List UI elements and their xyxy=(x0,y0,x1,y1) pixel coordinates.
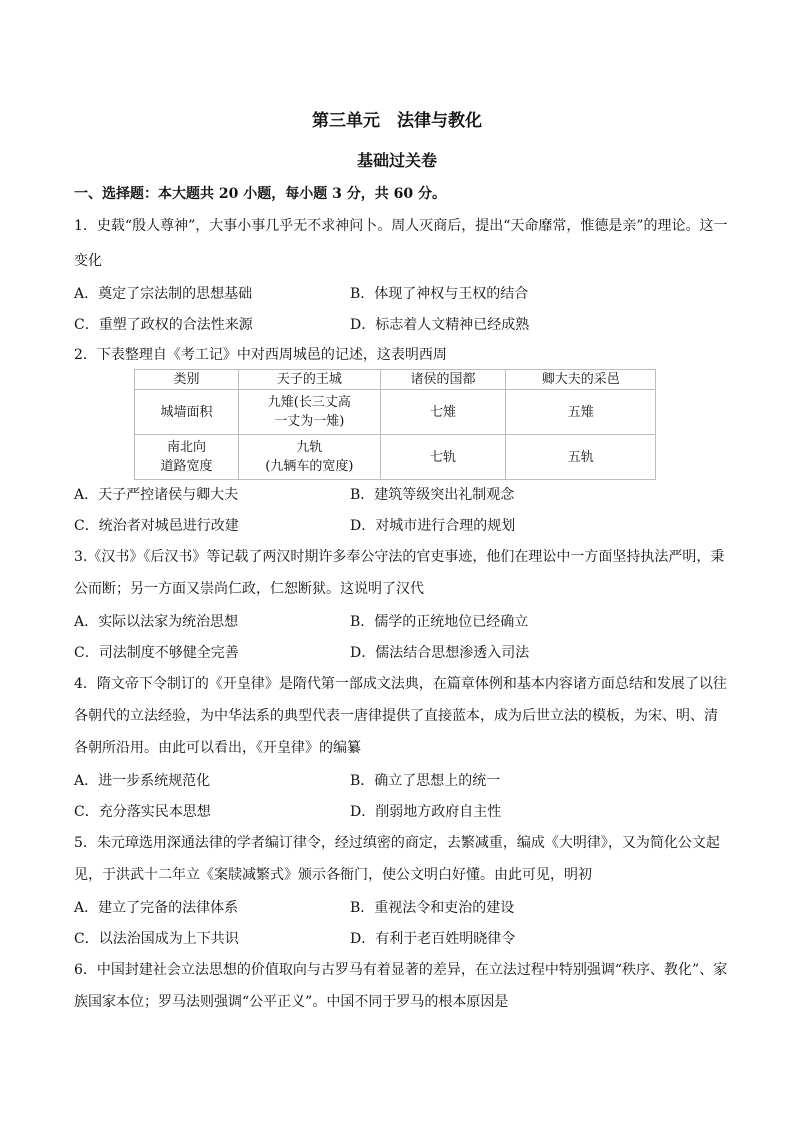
q1-stem-line-1: 1．史载“殷人尊神”，大事小事几乎无不求神问卜。周人灭商后，提出“天命靡常，惟德是亲”的理论。这一 xyxy=(74,218,728,234)
q2-option-d: D．对城市进行合理的规划 xyxy=(350,518,516,534)
table-row xyxy=(135,435,656,480)
sub-title: 基础过关卷 xyxy=(356,151,437,170)
q1-stem-line-2: 变化 xyxy=(74,253,102,269)
table-cell: 七雉 xyxy=(380,390,506,435)
unit-title: 第三单元 法律与教化 xyxy=(312,111,482,131)
row-label-line-1: 南北向 xyxy=(167,440,207,455)
table-header-cell: 卿大夫的采邑 xyxy=(506,370,656,390)
table-cell-label xyxy=(135,390,239,435)
table-header-cell: 类别 xyxy=(135,370,239,390)
q3-option-c: C．司法制度不够健全完善 xyxy=(74,645,239,661)
q4-option-c: C．充分落实民本思想 xyxy=(74,804,211,820)
cell-text-line-1: 九轨 xyxy=(296,440,323,455)
table-header-row xyxy=(135,370,656,390)
table-cell: 七轨 xyxy=(380,435,506,480)
q1-option-d: D．标志着人文精神已经成熟 xyxy=(350,317,530,333)
table-cell-label xyxy=(135,435,239,480)
q3-option-b: B．儒学的正统地位已经确立 xyxy=(350,614,529,630)
q1-option-c: C．重塑了政权的合法性来源 xyxy=(74,317,253,333)
table-cell xyxy=(239,390,381,435)
q6-stem-line-1: 6．中国封建社会立法思想的价值取向与古罗马有着显著的差异，在立法过程中特别强调“秩序、教化”、家 xyxy=(74,962,728,978)
table-cell: 五轨 xyxy=(506,435,656,480)
row-label: 城墙面积 xyxy=(160,404,213,420)
q4-stem-line-2: 各朝代的立法经验，为中华法系的典型代表一唐律提供了直接蓝本，成为后世立法的模板，为宋、明、清 xyxy=(74,708,718,724)
q2-option-b: B．建筑等级突出礼制观念 xyxy=(350,487,515,503)
q2-option-c: C．统治者对城邑进行改建 xyxy=(74,518,239,534)
table-row xyxy=(135,390,656,435)
q5-option-d: D．有利于老百姓明晓律令 xyxy=(350,931,516,947)
q2-option-a: A．天子严控诸侯与卿大夫 xyxy=(74,487,239,503)
q1-option-a: A．奠定了宗法制的思想基础 xyxy=(74,286,253,302)
q5-stem-line-1: 5．朱元璋选用深通法律的学者编订律令，经过缜密的商定，去繁减重，编成《大明律》，又为简化公文起 xyxy=(74,835,720,851)
table-cell: 五雉 xyxy=(506,390,656,435)
q4-option-d: D．削弱地方政府自主性 xyxy=(350,804,502,820)
q4-stem-line-3: 各朝所沿用。由此可以看出，《开皇律》的编纂 xyxy=(74,740,361,756)
q1-option-b: B．体现了神权与王权的结合 xyxy=(350,286,529,302)
city-table xyxy=(134,369,656,480)
q4-option-a: A．进一步系统规范化 xyxy=(74,773,211,789)
q3-option-a: A．实际以法家为统治思想 xyxy=(74,614,239,630)
cell-text-line-1: 九雉(长三丈高 xyxy=(267,395,351,410)
cell-text-line-2: (九辆车的宽度) xyxy=(265,459,354,474)
q4-stem-line-1: 4．隋文帝下令制订的《开皇律》是隋代第一部成文法典，在篇章体例和基本内容诸方面总结和发展了以往 xyxy=(74,676,727,692)
q5-option-a: A．建立了完备的法律体系 xyxy=(74,900,239,916)
q5-stem-line-2: 见，于洪武十二年立《案牍减繁式》颁示各衙门，使公文明白好懂。由此可见，明初 xyxy=(74,867,592,883)
q3-stem-line-1: 3.《汉书》《后汉书》等记载了两汉时期许多奉公守法的官吏事迹，他们在理讼中一方面坚持执法严明，秉 xyxy=(74,549,725,565)
table-header-cell: 诸侯的国都 xyxy=(380,370,506,390)
row-label-line-2: 道路宽度 xyxy=(160,459,213,474)
q4-option-b: B．确立了思想上的统一 xyxy=(350,773,501,789)
table-header-cell: 天子的王城 xyxy=(239,370,381,390)
table-cell xyxy=(239,435,381,480)
section-instruction: 一、选择题：本大题共 20 小题，每小题 3 分，共 60 分。 xyxy=(74,186,446,202)
cell-text-line-2: 一丈为一雉) xyxy=(274,414,345,429)
q5-option-c: C．以法治国成为上下共识 xyxy=(74,931,239,947)
q3-stem-line-2: 公而断；另一方面又崇尚仁政，仁恕断狱。这说明了汉代 xyxy=(74,581,424,597)
q5-option-b: B．重视法令和吏治的建设 xyxy=(350,900,515,916)
q6-stem-line-2: 族国家本位；罗马法则强调“公平正义”。中国不同于罗马的根本原因是 xyxy=(74,994,509,1010)
q2-stem-line-1: 2．下表整理自《考工记》中对西周城邑的记述，这表明西周 xyxy=(74,347,447,363)
q3-option-d: D．儒法结合思想渗透入司法 xyxy=(350,645,530,661)
